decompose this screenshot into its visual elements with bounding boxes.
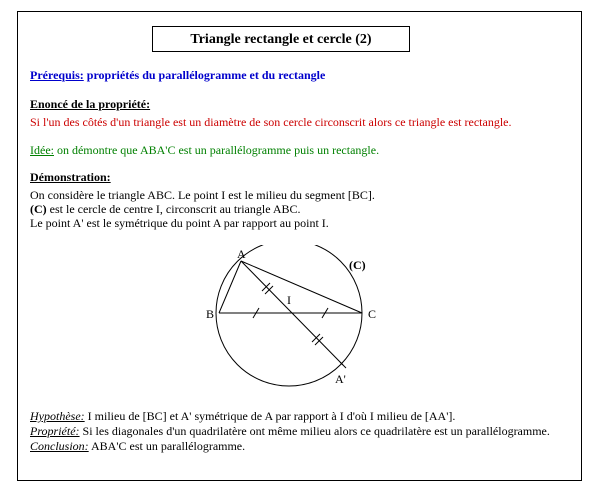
statement-heading: Enoncé de la propriété: xyxy=(30,97,151,111)
conclusion-label: Conclusion: xyxy=(30,439,89,453)
property-text: Si les diagonales d'un quadrilatère ont même milieu alors ce quadrilatère est un parallélogramme. xyxy=(79,424,550,438)
conclusion-line xyxy=(30,439,245,454)
label-A-prime: A' xyxy=(335,372,346,386)
statement-text: Si l'un des côtés d'un triangle est un diamètre de son cercle circonscrit alors ce triangle est rectangle. xyxy=(30,115,512,129)
demonstration-line-2 xyxy=(30,202,301,217)
geometry-figure xyxy=(195,245,395,395)
label-I: I xyxy=(287,293,291,307)
label-C: C xyxy=(368,307,377,321)
prerequisites-text: propriétés du parallélogramme et du rectangle xyxy=(83,68,326,82)
hypothesis-text: I milieu de [BC] et A' symétrique de A par rapport à I d'où I milieu de [AA']. xyxy=(84,409,456,423)
demonstration-heading: Démonstration: xyxy=(30,170,111,184)
circumscribed-circle xyxy=(216,245,362,386)
idea-text: on démontre que ABA'C est un parallélogramme puis un rectangle. xyxy=(53,143,380,157)
circle-name: (C) xyxy=(30,202,47,216)
hypothesis-line xyxy=(30,409,455,424)
demonstration-line-3: Le point A' est le symétrique du point A par rapport au point I. xyxy=(30,216,329,230)
prerequisites-line xyxy=(30,68,325,83)
label-B: B xyxy=(206,307,215,321)
property-line xyxy=(30,424,550,439)
label-circle: (C) xyxy=(349,258,366,272)
demonstration-line-2-text: est le cercle de centre I, circonscrit au triangle ABC. xyxy=(46,202,301,216)
demonstration-line-1: On considère le triangle ABC. Le point I est le milieu du segment [BC]. xyxy=(30,188,375,202)
idea-label: Idée: xyxy=(30,143,54,157)
segment-AB xyxy=(219,261,241,313)
conclusion-text: ABA'C est un parallélogramme. xyxy=(88,439,246,453)
segment-AC xyxy=(241,261,362,313)
property-label: Propriété: xyxy=(30,424,80,438)
page-title: Triangle rectangle et cercle (2) xyxy=(152,26,410,52)
prerequisites-label: Prérequis: xyxy=(30,68,84,82)
hypothesis-label: Hypothèse: xyxy=(30,409,85,423)
label-A: A xyxy=(237,247,246,261)
idea-line xyxy=(30,143,379,158)
